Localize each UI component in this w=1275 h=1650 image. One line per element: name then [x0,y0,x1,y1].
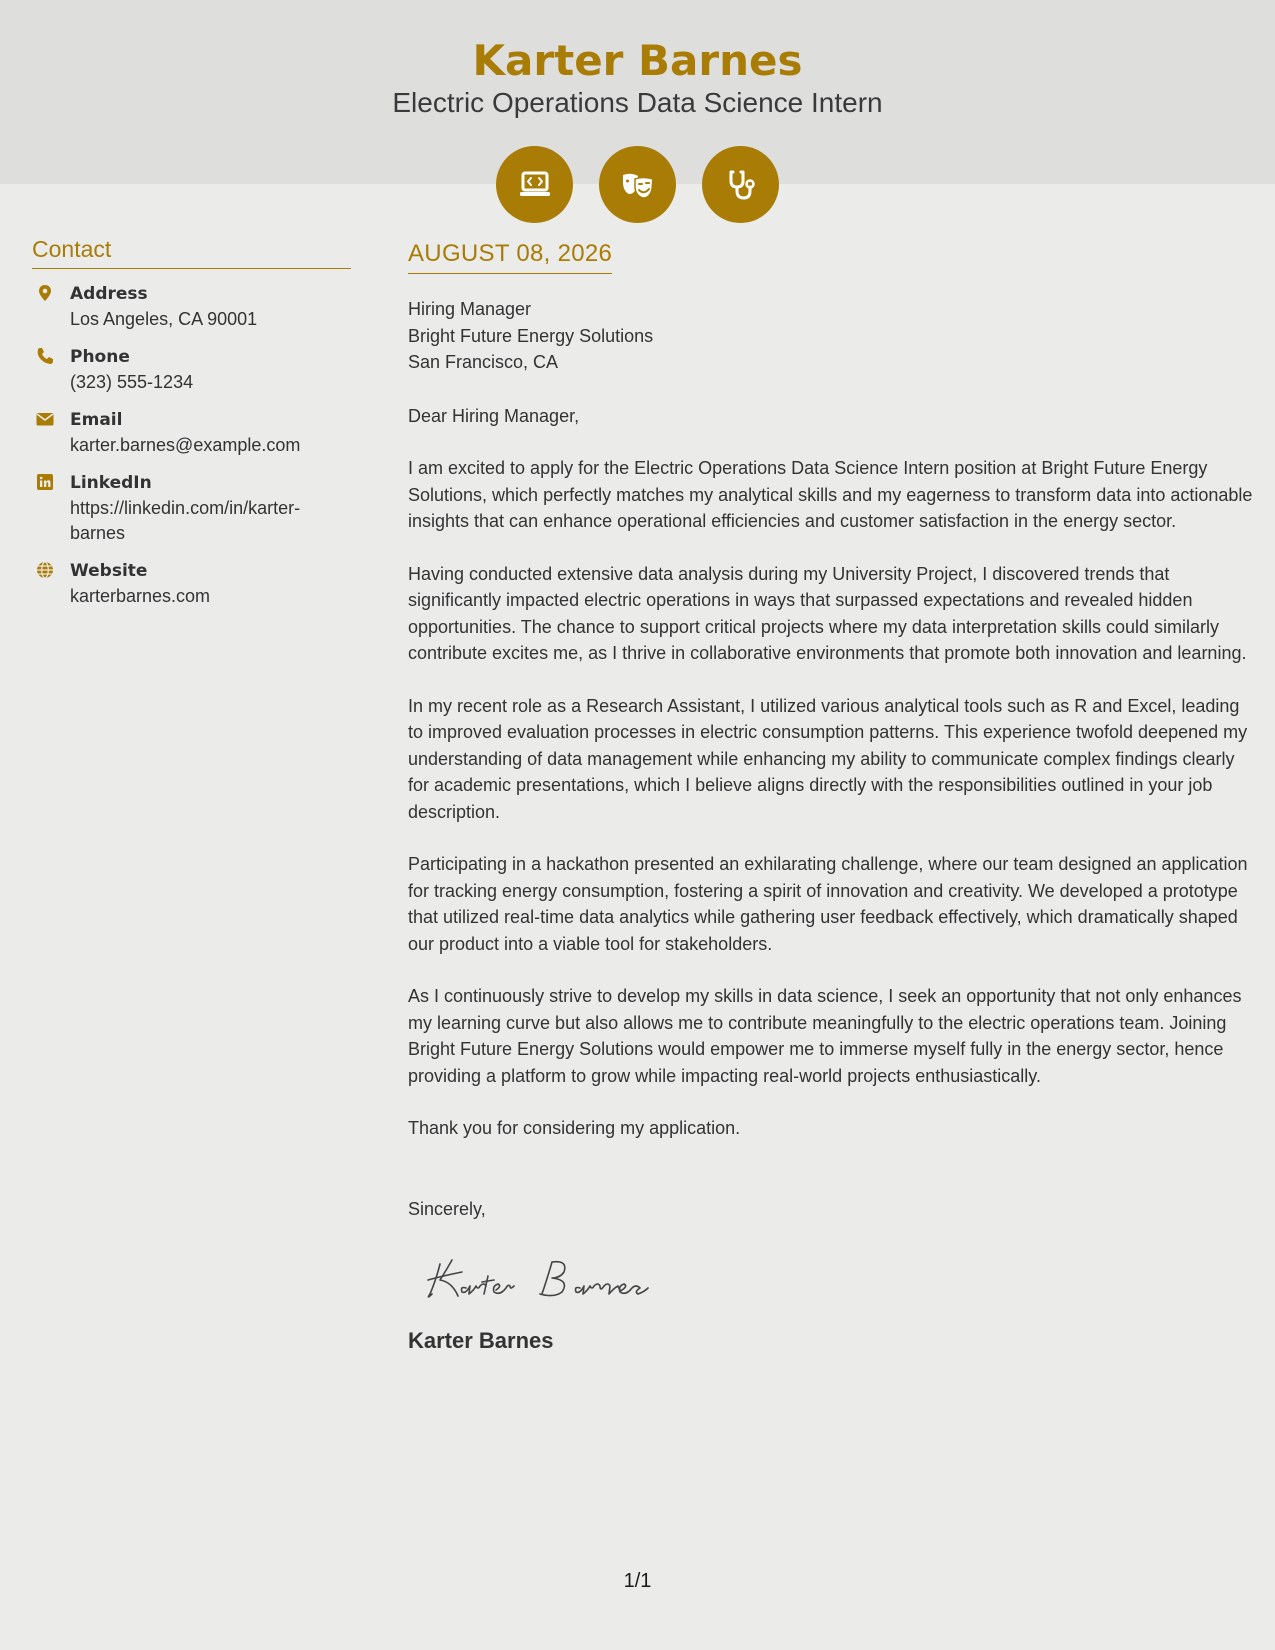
contact-heading: Contact [32,236,351,269]
linkedin-icon [32,470,70,546]
theater-masks-icon [599,146,676,223]
letter-paragraph: Thank you for considering my application. [408,1118,741,1138]
salutation: Dear Hiring Manager, [408,405,580,426]
letter-paragraph: Having conducted extensive data analysis during my University Project, I discovered trends that significantly impacted electric operations in ways that surpassed expectations and revealed hidden opportunities. The chance to support critical projects where my data interpretation skills could similarly contribute excites me, as I thrive in collaborative environments that promote both innovation and learning. [408,563,1247,663]
contact-label: Address [70,284,148,304]
envelope-icon [32,407,70,458]
recipient-line: Hiring Manager [408,299,532,319]
contact-website [32,558,351,609]
laptop-code-icon [496,146,573,223]
contact-address [32,281,351,332]
contact-phone [32,344,351,395]
contact-label: Website [70,561,148,581]
globe-icon [32,558,70,609]
job-title: Electric Operations Data Science Intern [392,87,883,118]
contact-linkedin [32,470,351,546]
letter-date: AUGUST 08, 2026 [408,240,612,274]
contact-value[interactable]: https://linkedin.com/in/karter-barnes [70,498,301,543]
letter-paragraph: In my recent role as a Research Assistant, I utilized various analytical tools such as R and Excel, leading to improved evaluation processes in electric consumption patterns. This experience twofold deepened my understanding of data management while enhancing my ability to communicate complex findings clearly for academic presentations, which I believe aligns directly with the responsibilities outlined in your job description. [408,695,1248,822]
contact-list [32,281,351,609]
recipient-line: San Francisco, CA [408,352,559,372]
contact-label: Email [70,410,123,430]
contact-value[interactable]: karterbarnes.com [70,586,211,606]
closing: Sincerely, [408,1198,486,1219]
header-icons [496,146,779,223]
contact-value: Los Angeles, CA 90001 [70,309,258,329]
contact-email [32,407,351,458]
recipient-line: Bright Future Energy Solutions [408,325,654,346]
letter-paragraph: Participating in a hackathon presented an exhilarating challenge, where our team designed an application for tracking energy consumption, fostering a spirit of innovation and creativity. We developed a prototype that utilized real-time data analytics while gathering user feedback effectively, which dramatically shaped our product into a viable tool for stakeholders. [408,854,1248,954]
letter-body [408,240,1253,1354]
letter-paragraph: As I continuously strive to develop my skills in data science, I seek an opportunity that not only enhances my learning curve but also allows me to contribute meaningfully to the electric operations team. Joining Bright Future Energy Solutions would empower me to immerse myself fully in the energy sector, hence providing a platform to grow while impacting real-world projects enthusiastically. [408,986,1242,1086]
map-pin-icon [32,281,70,332]
contact-label: LinkedIn [70,473,152,493]
letter-paragraph: I am excited to apply for the Electric Operations Data Science Intern position at Bright Future Energy Solutions, which perfectly matches my analytical skills and my eagerness to transform data into actionable insights that can enhance operational efficiencies and customer satisfaction in the energy sector. [408,458,1253,531]
signed-name: Karter Barnes [408,1328,554,1353]
contact-sidebar [32,236,351,621]
contact-label: Phone [70,347,130,367]
handwritten-signature [422,1250,1253,1306]
contact-value: (323) 555-1234 [70,372,194,392]
phone-icon [32,344,70,395]
stethoscope-icon [702,146,779,223]
recipient-block [408,296,1253,376]
contact-value[interactable]: karter.barnes@example.com [70,435,301,455]
applicant-name: Karter Barnes [472,36,803,85]
page-number: 1/1 [623,1570,652,1592]
